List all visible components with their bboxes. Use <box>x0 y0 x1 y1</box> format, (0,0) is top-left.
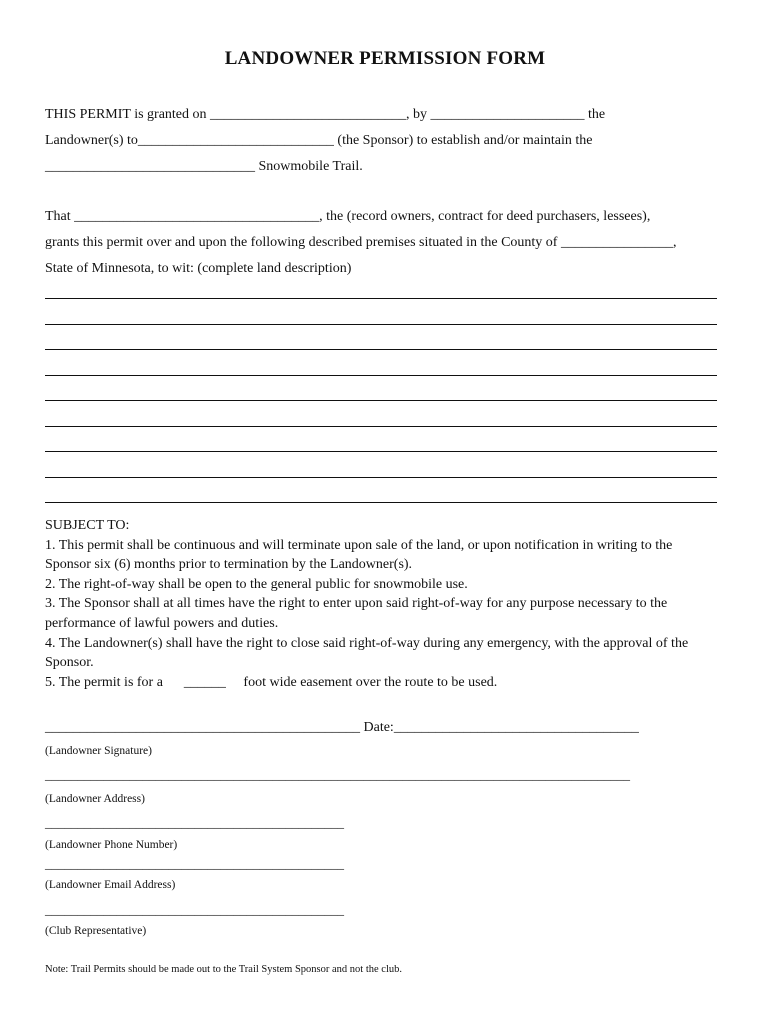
subject-clause: 2. The right-of-way shall be open to the general public for snowmobile use. <box>45 576 468 592</box>
easement-width-clause: 5. The permit is for a ______ foot wide easement over the route to be used. <box>45 674 498 690</box>
land-description-rule[interactable] <box>45 502 717 503</box>
subject-clause: 1. This permit shall be continuous and will terminate upon sale of the land, or upon notification in writing to the <box>45 537 673 553</box>
land-description-rule[interactable] <box>45 298 717 299</box>
record-owners-line: That ___________________________________, the (record owners, contract for deed purchasers, lessees), <box>45 209 651 224</box>
subject-to-section <box>45 516 725 692</box>
landowner-sponsor-line: Landowner(s) to____________________________ (the Sponsor) to establish and/or maintain the <box>45 133 593 148</box>
landowner-signature-label: (Landowner Signature) <box>45 745 152 757</box>
form-title: LANDOWNER PERMISSION FORM <box>224 48 546 69</box>
land-description-rule[interactable] <box>45 349 717 350</box>
subject-clause: 3. The Sponsor shall at all times have the right to enter upon said right-of-way for any purpose necessary to the <box>45 596 668 612</box>
club-representative-label: (Club Representative) <box>45 925 147 937</box>
landowner-address-label: (Landowner Address) <box>45 793 145 805</box>
landowner-address-line[interactable]: __________________________________________________________________________________________ <box>45 767 630 782</box>
land-description-rule[interactable] <box>45 324 717 325</box>
landowner-email-label: (Landowner Email Address) <box>45 879 176 891</box>
land-description-rule[interactable] <box>45 375 717 376</box>
subject-clause: Sponsor. <box>45 655 94 671</box>
state-land-description-line: State of Minnesota, to wit: (complete land description) <box>45 261 352 276</box>
subject-clause: Sponsor six (6) months prior to termination by the Landowner(s). <box>45 557 413 573</box>
signature-date-line[interactable]: _____________________________________________ Date:___________________________________ <box>45 720 639 735</box>
subject-heading: SUBJECT TO: <box>45 518 130 533</box>
land-description-rule[interactable] <box>45 400 717 401</box>
landowner-phone-label: (Landowner Phone Number) <box>45 839 178 851</box>
land-description-rule[interactable] <box>45 477 717 478</box>
land-description-rule[interactable] <box>45 426 717 427</box>
subject-clause: performance of lawful powers and duties. <box>45 615 279 631</box>
land-description-rule[interactable] <box>45 451 717 452</box>
permit-granted-line: THIS PERMIT is granted on ____________________________, by ______________________ the <box>45 107 606 122</box>
subject-clause: 4. The Landowner(s) shall have the right to close said right-of-way during any emergency, with the approval of the <box>45 635 689 651</box>
landowner-phone-line[interactable]: ______________________________________________ <box>45 815 344 830</box>
landowner-email-line[interactable]: ______________________________________________ <box>45 856 344 871</box>
county-line: grants this permit over and upon the following described premises situated in the County of ________________, <box>45 235 677 250</box>
snowmobile-trail-line: ______________________________ Snowmobile Trail. <box>45 159 363 174</box>
club-representative-line[interactable]: ______________________________________________ <box>45 902 344 917</box>
trail-permit-note: Note: Trail Permits should be made out to the Trail System Sponsor and not the club. <box>45 964 402 975</box>
